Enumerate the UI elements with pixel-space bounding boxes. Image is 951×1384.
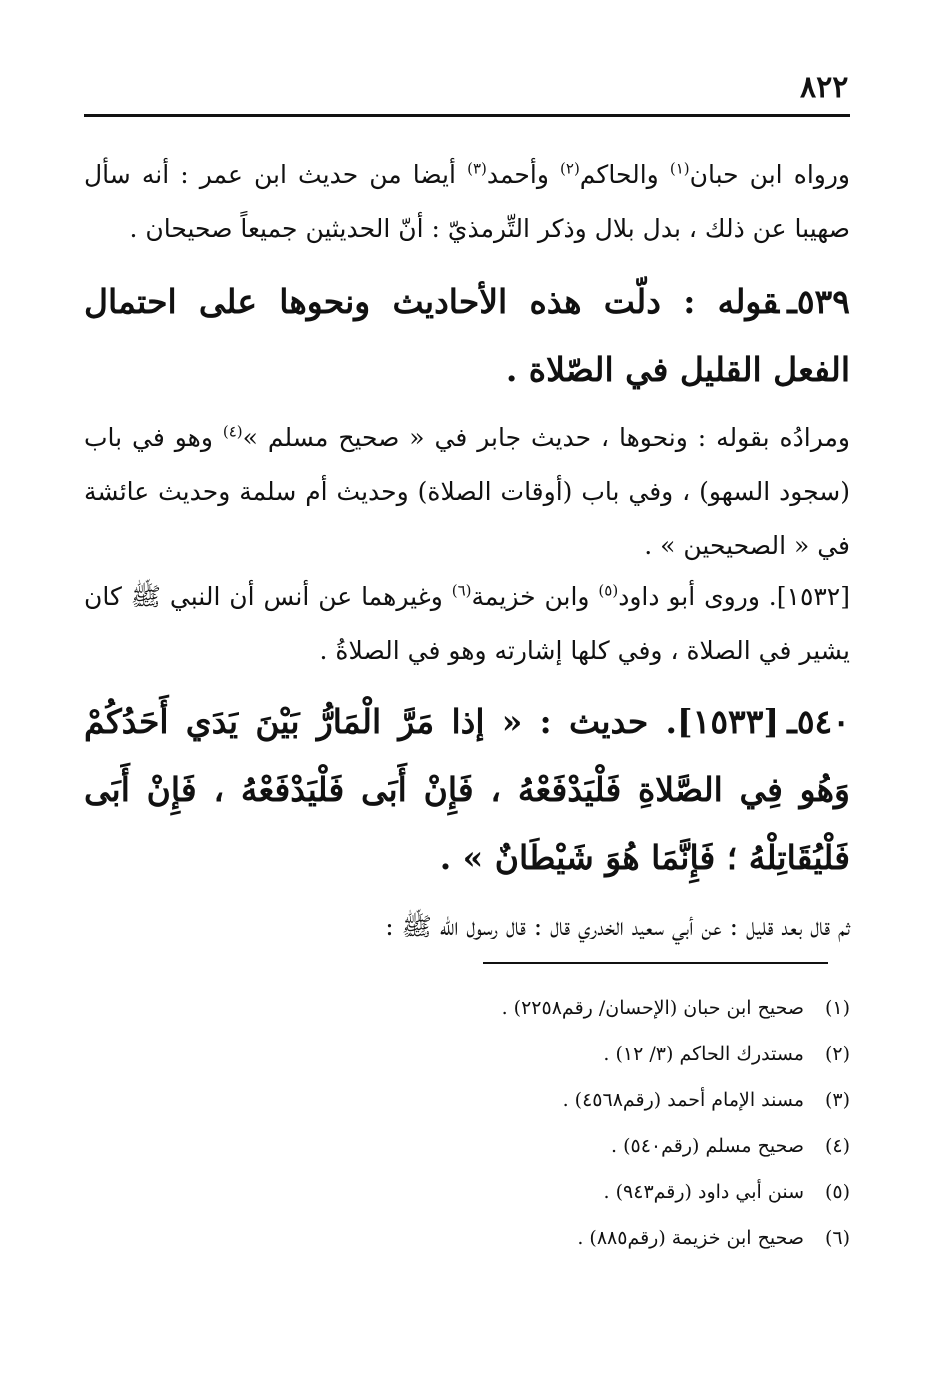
- hadith-1532-text-2: وابن خزيمة: [471, 582, 599, 611]
- footnote-item: [84, 1077, 850, 1123]
- commentary-text-2: وهو في باب (سجود السهو) ، وفي باب (أوقات الصلاة) وحديث أم سلمة وحديث عائشة في « الصحيحين » .: [84, 423, 850, 560]
- footnote-number: (٤): [824, 1135, 850, 1157]
- page-number: ٨٢٢: [800, 70, 849, 105]
- commentary-paragraph-539: [84, 411, 850, 573]
- footnote-text: سنن أبي داود (رقم٩٤٣) .: [603, 1181, 804, 1203]
- footnote-number: (٣): [824, 1089, 850, 1111]
- footnote-number: (١): [824, 997, 850, 1019]
- footnote-item: [84, 1123, 850, 1169]
- footnote-item: [84, 1031, 850, 1077]
- intro-text-1: ورواه ابن حبان: [689, 160, 850, 189]
- footnote-ref-4: (٤): [222, 422, 243, 441]
- footnote-ref-2: (٢): [560, 159, 580, 178]
- intro-text-3: وأحمد: [486, 160, 561, 189]
- footnote-rule: [483, 962, 828, 964]
- footnote-text: صحيح ابن حبان (الإحسان/ رقم٢٢٥٨) .: [501, 997, 804, 1019]
- closing-paragraph: ثم قال بعد قليل : عن أبي سعيد الخدري قال : قال رسول الله ﷺ :: [385, 912, 850, 941]
- footnote-number: (٥): [824, 1181, 850, 1203]
- intro-paragraph: [84, 148, 850, 256]
- commentary-text-1: ومرادُه بقوله : ونحوها ، حديث جابر في « صحيح مسلم »: [242, 423, 850, 452]
- footnote-item: [84, 1169, 850, 1215]
- intro-text-4: أيضا من حديث ابن عمر : أنه سأل صهيبا عن ذلك ، بدل بلال وذكر التِّرمذيّ : أنّ الحديثين جميعاً صحيحان .: [84, 160, 850, 243]
- footnote-ref-3: (٣): [467, 159, 487, 178]
- footnote-text: صحيح ابن خزيمة (رقم٨٨٥) .: [577, 1227, 804, 1249]
- footnote-item: [84, 985, 850, 1031]
- footnote-ref-1: (١): [669, 159, 690, 178]
- footnote-text: صحيح مسلم (رقم٥٤٠) .: [611, 1135, 804, 1157]
- section-number-540: ٥٤٠ـ: [787, 702, 850, 741]
- hadith-paragraph-1532: [84, 570, 850, 678]
- header-rule: [84, 114, 850, 117]
- footnote-text: مسند الإمام أحمد (رقم٤٥٦٨) .: [562, 1089, 804, 1111]
- footnote-item: [84, 1215, 850, 1261]
- footnotes-list: [84, 985, 850, 1261]
- footnote-ref-5: (٥): [598, 581, 619, 600]
- section-number-539: ٥٣٩ـ: [787, 282, 850, 321]
- footnote-ref-6: (٦): [451, 581, 472, 600]
- footnote-number: (٦): [824, 1227, 850, 1249]
- intro-text-2: والحاكم: [579, 160, 670, 189]
- section-title-540: [١٥٣٣]. حديث : « إذا مَرَّ الْمَارُّ بَيْنَ يَدَي أَحَدُكُمْ وَهُو فِي الصَّلاةِ فَلْيَدْفَعْهُ ، فَإِنْ أَبَى فَلْيَدْفَعْهُ ، فَإِنْ أَبَى فَلْيُقَاتِلْهُ ؛ فَإِنَّمَا هُوَ شَيْطَانٌ » .: [84, 702, 850, 877]
- hadith-1532-text-3: وغيرهما عن أنس أن النبي ﷺ كان يشير في الصلاة ، وفي كلها إشارته وهو في الصلاةُ .: [84, 582, 850, 665]
- section-heading-540: [84, 688, 850, 892]
- section-heading-539: [84, 268, 850, 404]
- footnote-number: (٢): [824, 1043, 850, 1065]
- section-title-539: قوله : دلّت هذه الأحاديث ونحوها على احتمال الفعل القليل في الصّلاة .: [84, 282, 850, 389]
- footnote-text: مستدرك الحاكم (٣/ ١٢) .: [603, 1043, 804, 1065]
- hadith-1532-text-1: [١٥٣٢]. وروى أبو داود: [618, 582, 850, 611]
